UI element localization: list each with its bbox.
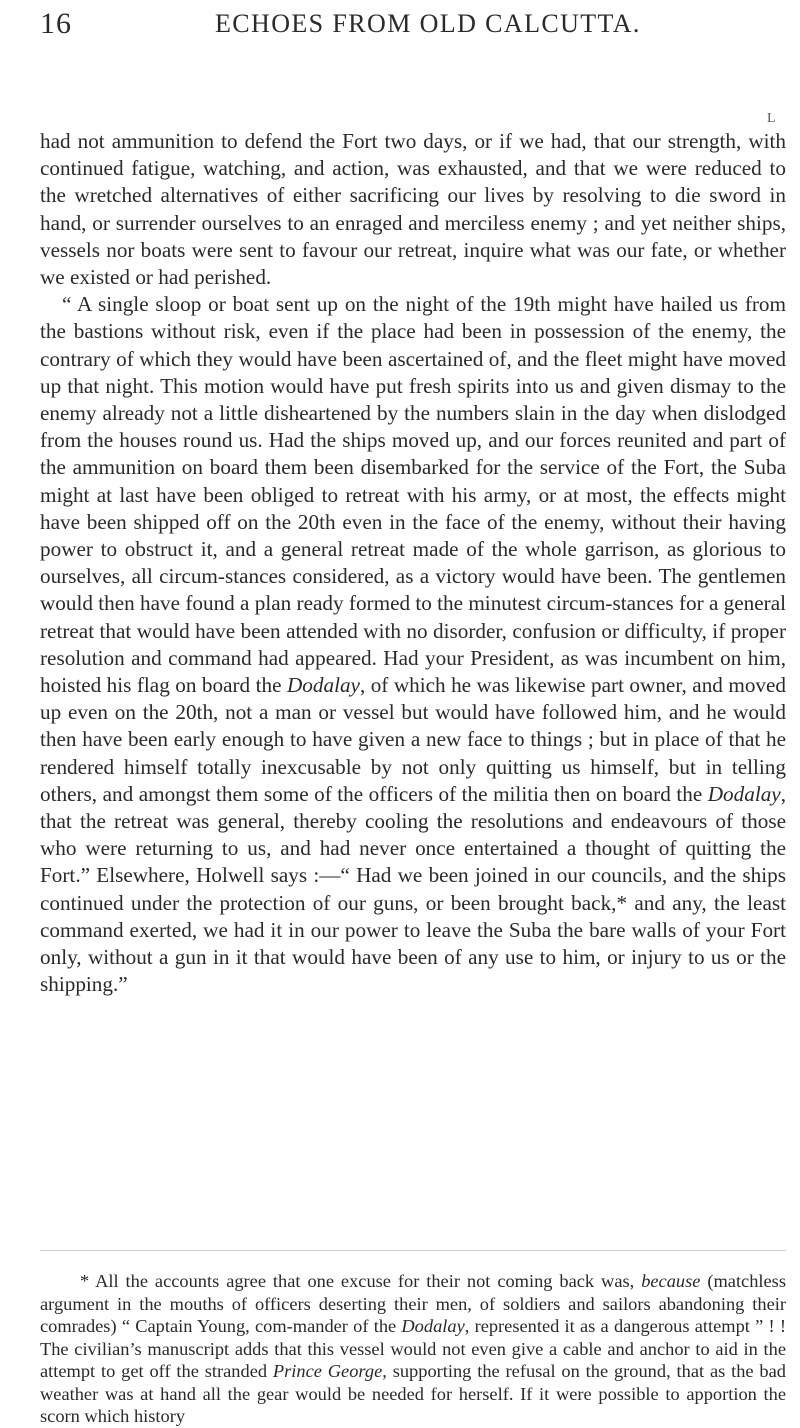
ship-name-dodalay: Dodalay [707,781,781,806]
footnote-text-c: , represented it as a dangerous attempt ” ! ! The civilian’s manuscript adds that this vessel would not even give a cable and anchor to aid in the attempt to get off the stranded [40,1316,786,1381]
page-number: 16 [40,7,72,40]
footnote-text-b: (matchless argument in the mouths of officers deserting their men, of soldiers and sailors abandoning their comrades) “ Captain Young, com-mander of the [40,1271,786,1336]
footnote-text-a: * All the accounts agree that one excuse for their not coming back was, [80,1271,642,1291]
footnote-divider [40,1250,786,1251]
page-header [40,4,786,44]
body-text [40,128,786,999]
paragraph-2 [40,291,786,998]
footnote-text-d: , supporting the refusal on the ground, that as the bad weather was at hand all the gear would be needed for herself. If it were possible to apportion the scorn which history [40,1361,786,1426]
footnote-emphasis-because: because [641,1271,701,1291]
corner-mark: L [767,111,776,126]
ship-name-dodalay: Dodalay [401,1316,465,1336]
ship-name-dodalay: Dodalay [286,673,360,698]
paragraph-2-text-b: , of which he was likewise part owner, and moved up even on the 20th, not a man or vessel but would have followed him, and he would then have been early enough to have given a new face to things ; but in place of that he rendered himself totally inexcusable by not only quitting us himself, but in telling others, and amongst them some of the officers of the militia then on board the [40,673,787,806]
paragraph-1: had not ammunition to defend the Fort two days, or if we had, that our strength, with continued fatigue, watching, and action, was exhausted, and that we were reduced to the wretched alternatives of either sacrificing our lives by resolving to die sword in hand, or surrender ourselves to an enraged and merciless enemy ; and yet neither ships, vessels nor boats were sent to favour our retreat, inquire what was our fate, or whether we existed or had perished. [40,129,786,290]
paragraph-2-text-c: , that the retreat was general, thereby cooling the resolutions and endeavours of those who were returning to us, and had never once entertained a thought of quitting the Fort.” Elsewhere, Holwell says :—“ Had we been joined in our councils, and the ships continued under the protection of our guns, or been brought back,* and any, the least command exerted, we had it in our power to leave the Suba the bare walls of your Fort only, without a gun in it that would have been of any use to him, or injury to us or the shipping.” [40,781,786,997]
paragraph-2-text-a: “ A single sloop or boat sent up on the night of the 19th might have hailed us from the bastions without risk, even if the place had been in possession of the enemy, the contrary of which they would have been ascertained of, and the fleet might have moved up that night. This motion would have put fresh spirits into us and given dismay to the enemy already not a little disheartened by the numbers slain in the day when dislodged from the houses round us. Had the ships moved up, and our forces reunited and part of the ammunition on board them been disembarked for the service of the Fort, the Suba might at last have been obliged to retreat with his army, or at most, the effects might have been shipped off on the 20th even in the face of the enemy, without their having power to obstruct it, and a general retreat made of the whole garrison, as glorious to ourselves, all circum-stances considered, as a victory would have been. The gentlemen would then have found a plan ready formed to the minutest circum-stances for a general retreat that would have been attended with no disorder, confusion or difficulty, if proper resolution and command had appeared. Had your President, as was incumbent on him, hoisted his flag on board the [40,292,787,698]
footnote [40,1270,786,1428]
running-head: ECHOES FROM OLD CALCUTTA. [215,9,641,38]
ship-name-prince-george: Prince George [272,1361,383,1381]
